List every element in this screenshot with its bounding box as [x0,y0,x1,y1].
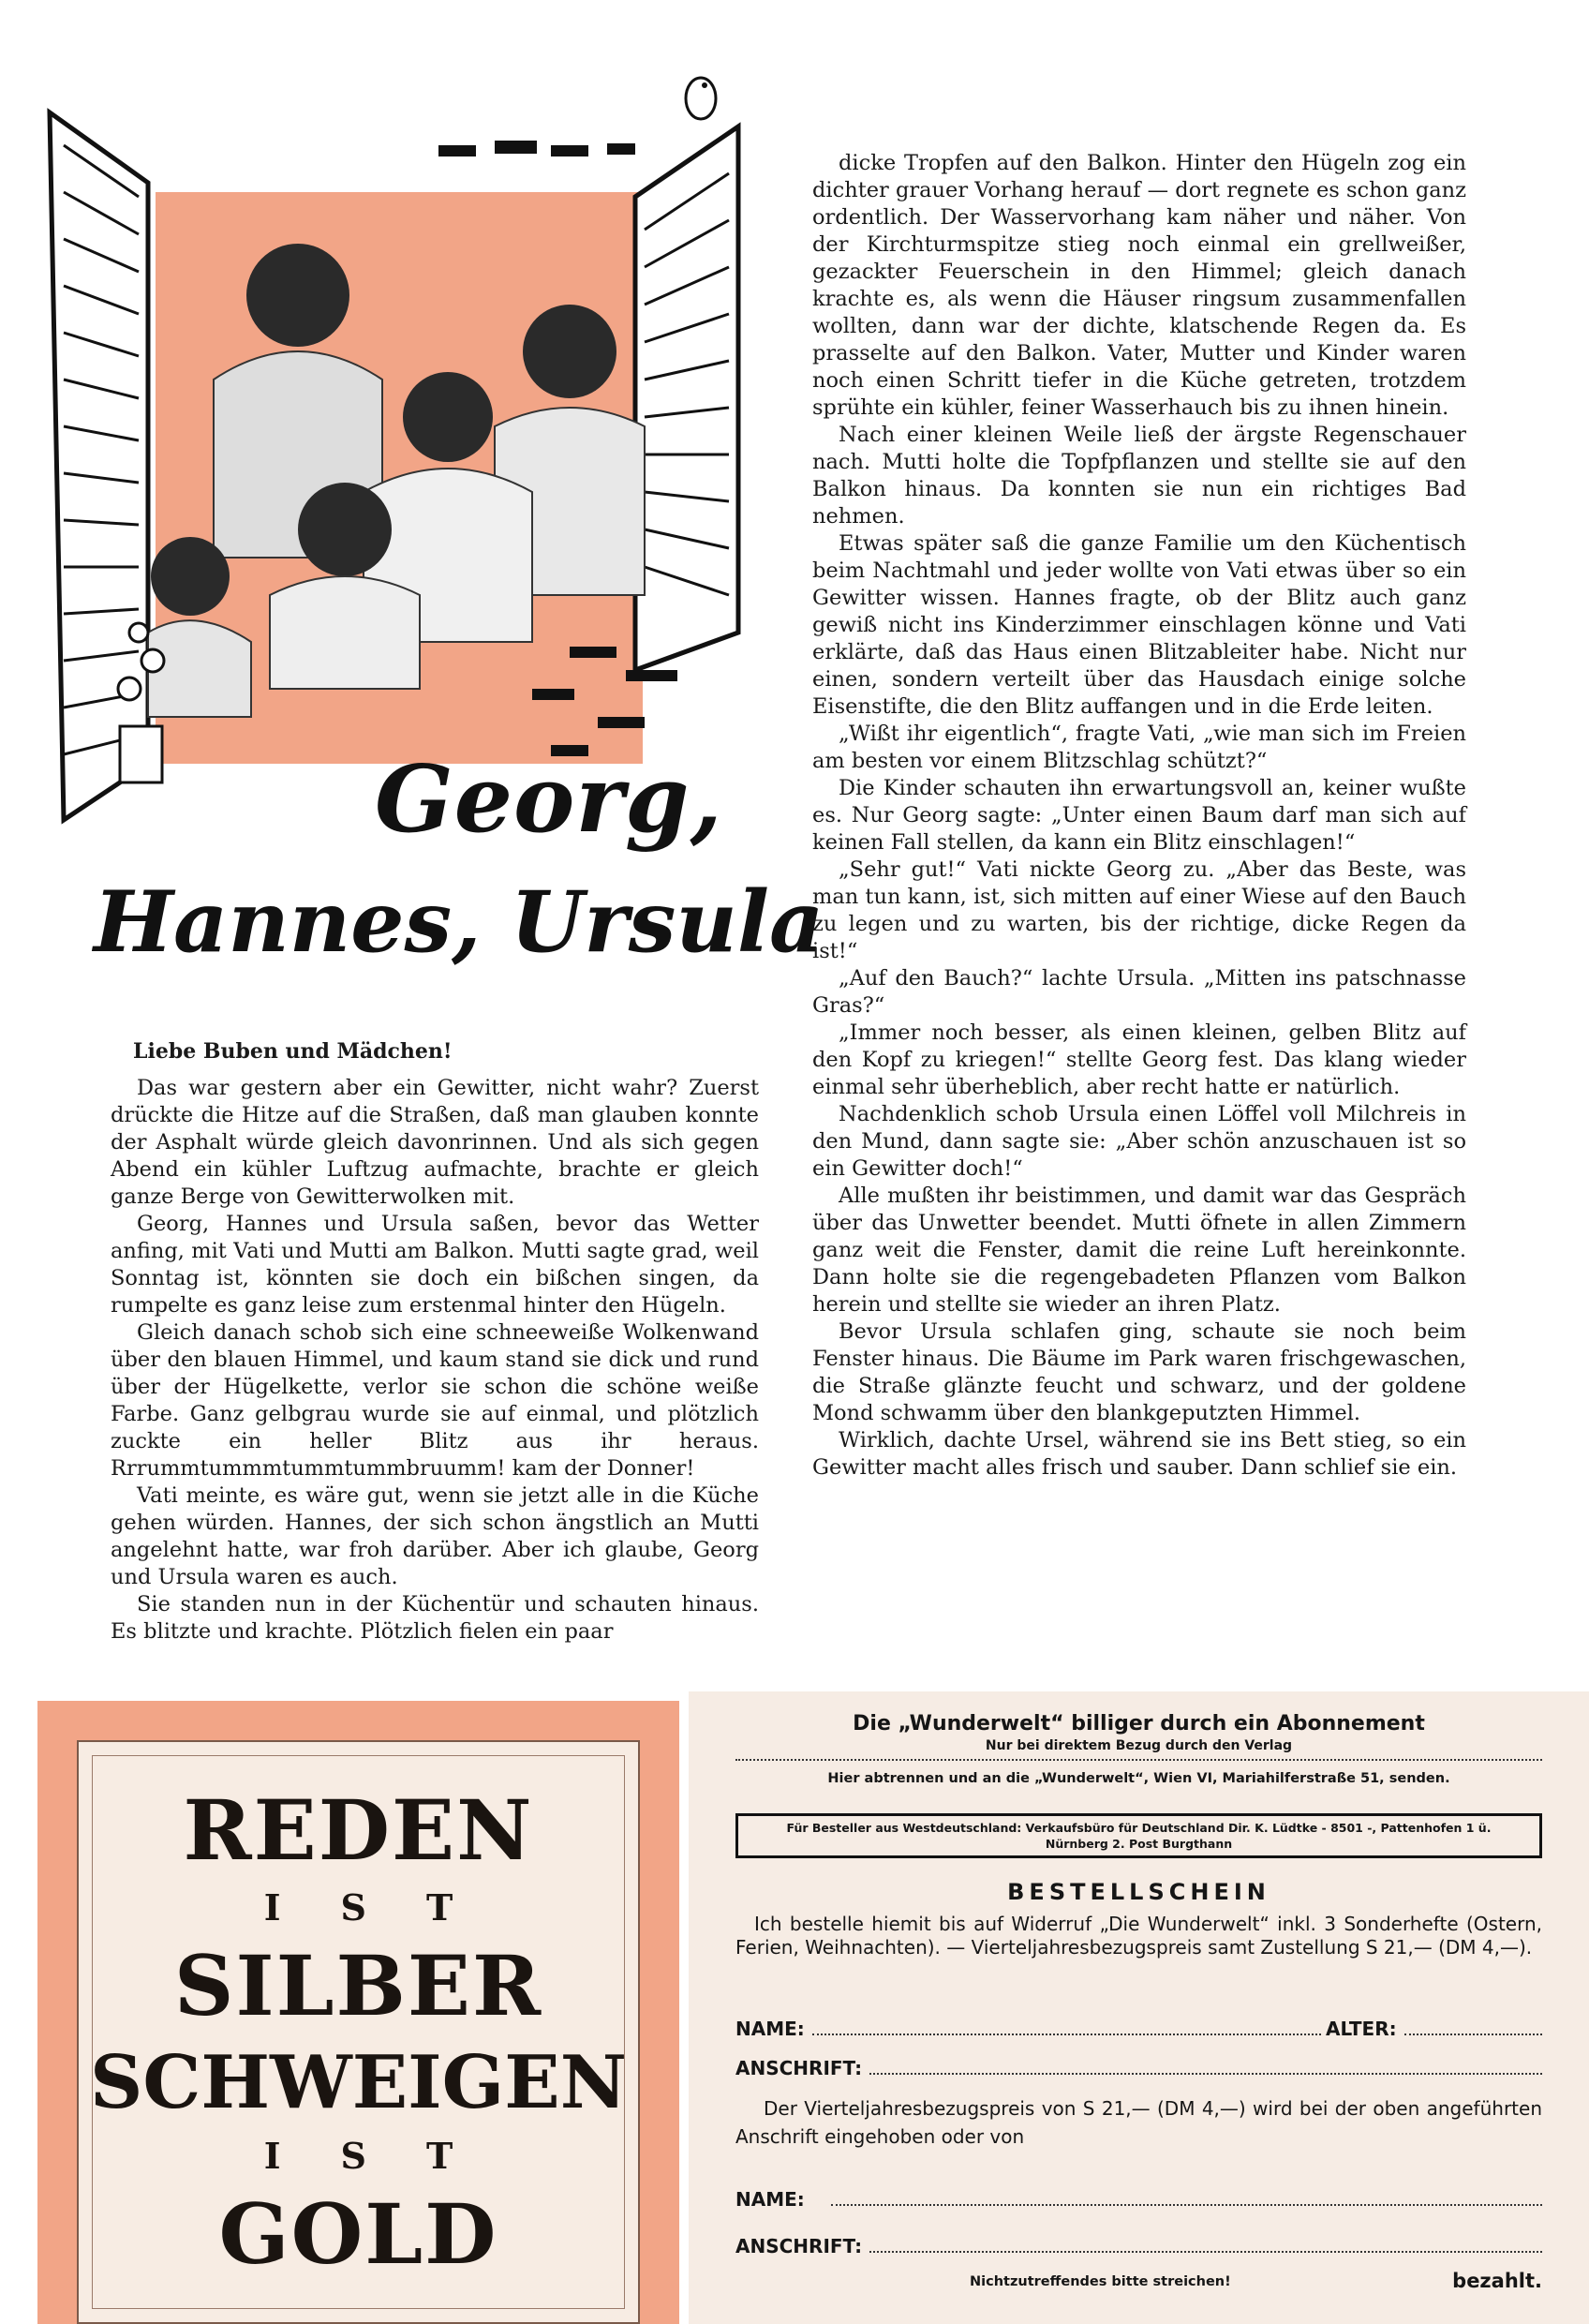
cut-instruction: Hier abtrennen und an die „Wunderwelt“, Wien VI, Mariahilferstraße 51, senden. [827,1771,1450,1786]
paragraph: Etwas später saß die ganze Familie um den Küchentisch beim Nachtmahl und jeder wollte von Vati etwas über so ein Gewitter wissen. Hannes fragte, ob der Blitz auch ganz gewiß nicht ins Kinderzimmer einschlagen könne und Vati erklärte, daß das Haus einen Blitzableiter habe. Nicht nur einen, sondern verteilt über das Hausdach einige solche Eisenstifte, die den Blitz auffangen und in die Erde leiten. [812,531,1466,719]
right-shutter [635,127,738,670]
paragraph: Bevor Ursula schlafen ging, schaute sie noch beim Fenster hinaus. Die Bäume im Park waren frischgewaschen, die Straße glänzte feucht und schwarz, und der goldene Mond schwamm über den blankgeputzten Himmel. [812,1319,1466,1425]
germany-note: Für Besteller aus Westdeutschland: Verkaufsbüro für Deutschland Dir. K. Lüdtke - 8501 -, Pattenhofen 1 ü. Nürnberg 2. Post Burgthann [735,1813,1542,1858]
bird-icon [686,78,716,119]
name-field[interactable] [735,2018,1321,2040]
paragraph: dicke Tropfen auf den Balkon. Hinter den Hügeln zog ein dichter grauer Vorhang herauf — dort regnete es schon ganz ordentlich. Der Wasservorhang kam näher und näher. Von der Kirchturmspitze stieg noch einmal ein grellweißer, gezackter Feuerschein in den Himmel; gleich danach krachte es, als wenn die Häuser ringsum zusammenfallen wollten, dann war der dichte, klatschende Regen da. Es prasselte auf den Balkon. Vater, Mutter und Kinder waren noch einen Schritt tiefer in die Küche getreten, trotzdem sprühte ein kühler, feiner Wasserhauch bis zu ihnen hinein. [812,151,1466,420]
paid-label: bezahlt. [1452,2270,1542,2292]
order-text: Ich bestelle hiemit bis auf Widerruf „Die Wunderwelt“ inkl. 3 Sonderhefte (Ostern, Ferien, Weihnachten). — Vierteljahresbezugspreis samt Zustellung S 21,— (DM 4,—). [735,1913,1542,1959]
address-field[interactable] [735,2057,1542,2079]
paragraph: Die Kinder schauten ihn erwartungsvoll an, keiner wußte es. Nur Georg sagte: „Unter einen Baum darf man sich auf keinen Fall stellen, da kann ein Blitz einschlagen!“ [812,776,1466,855]
story-right-column [812,150,1466,1482]
proverb-frame [77,1740,640,2324]
paragraph: „Auf den Bauch?“ lachte Ursula. „Mitten ins patschnasse Gras?“ [812,966,1466,1018]
order-title: BESTELLSCHEIN [1007,1879,1270,1905]
proverb-silber: SILBER [173,1937,543,2035]
address2-label: ANSCHRIFT: [735,2235,863,2257]
greeting: Liebe Buben und Mädchen! [133,1039,453,1064]
paragraph: Gleich danach schob sich eine schneeweiße Wolkenwand über den blauen Himmel, und kaum stand sie dick und rund über der Hügelkette, verlor sie schon die schöne weiße Farbe. Ganz gelbgrau wurde sie auf einmal, und plötzlich zuckte ein heller Blitz aus ihr heraus. Rrrummtummmtummtummbruumm! kam der Donner! [111,1320,759,1481]
paragraph: Nach einer kleinen Weile ließ der ärgste Regenschauer nach. Mutti holte die Topfpflanzen und stellte sie auf den Balkon hinaus. Da konnten sie nun ein richtiges Bad nehmen. [812,423,1466,529]
proverb-gold: GOLD [218,2184,498,2283]
story-title-line2: Hannes, Ursula [94,872,824,972]
proverb-box [37,1701,679,2324]
family-window-illustration [45,70,776,829]
order-form [689,1691,1589,2324]
paragraph: „Immer noch besser, als einen kleinen, gelben Blitz auf den Kopf zu kriegen!“ stellte Georg fest. Das klang wieder einmal sehr überheblich, aber recht hatte er natürlich. [812,1020,1466,1099]
story-left-column [111,1038,759,1646]
proverb-reden: REDEN [183,1781,534,1880]
paragraph: Alle mußten ihr beistimmen, und damit war das Gespräch über das Unwetter beendet. Mutti öfnete in allen Zimmern ganz weit die Fenster, damit die reine Luft hereinkonnte. Dann holte sie die regengebadeten Pflanzen vom Balkon herein und stellte sie wieder an ihren Platz. [812,1184,1466,1317]
cut-line [735,1759,1542,1761]
paragraph: „Wißt ihr eigentlich“, fragte Vati, „wie man sich im Freien am besten vor einem Blitzschlag schützt?“ [812,722,1466,773]
order-headline: Die „Wunderwelt“ billiger durch ein Abonnement [853,1712,1425,1736]
paragraph: „Sehr gut!“ Vati nickte Georg zu. „Aber das Beste, was man tun kann, ist, sich mitten auf einer Wiese auf den Bauch zu legen und zu warten, bis der richtige, dicke Regen da ist!“ [812,857,1466,963]
payment-text: Der Vierteljahresbezugspreis von S 21,— (DM 4,—) wird bei der oben angeführten Anschrift eingehoben oder von [735,2097,1542,2148]
left-shutter [50,112,148,820]
paragraph: Vati meinte, es wäre gut, wenn sie jetzt alle in die Küche gehen würden. Hannes, der sich schon ängstlich an Mutti angelehnt hatte, war froh darüber. Aber ich glaube, Georg und Ursula waren es auch. [111,1483,759,1589]
story-title-line1: Georg, [375,746,723,854]
proverb-ist-2: IST [263,2134,513,2177]
paragraph: Sie standen nun in der Küchentür und schauten hinaus. Es blitzte und krachte. Plötzlich fielen ein paar [111,1592,759,1644]
address2-field[interactable] [735,2235,1542,2257]
name-label: NAME: [735,2018,805,2040]
proverb-schweigen: SCHWEIGEN [89,2039,627,2125]
strike-note: Nichtzutreffendes bitte streichen! [970,2274,1231,2289]
paragraph: Georg, Hannes und Ursula saßen, bevor das Wetter anfing, mit Vati und Mutti am Balkon. Mutti sagte grad, weil Sonntag ist, könnten sie doch ein bißchen singen, da rumpelte es ganz leise zum erstenmal hinter den Hügeln. [111,1212,759,1318]
proverb-ist-1: IST [263,1886,513,1929]
address-label: ANSCHRIFT: [735,2057,863,2079]
name2-label: NAME: [735,2188,805,2211]
name2-field[interactable] [735,2188,1542,2211]
paragraph: Nachdenklich schob Ursula einen Löffel voll Milchreis in den Mund, dann sagte sie: „Aber schön anzuschauen ist so ein Gewitter doch!“ [812,1102,1466,1181]
age-field[interactable] [1326,2018,1542,2040]
paragraph: Das war gestern aber ein Gewitter, nicht wahr? Zuerst drückte die Hitze auf die Straßen, daß man glauben konnte der Asphalt würde gleich davonrinnen. Und als sich gegen Abend ein kühler Luftzug aufmachte, brachte er gleich ganze Berge von Gewitterwolken mit. [111,1076,759,1209]
age-label: ALTER: [1326,2018,1397,2040]
order-subheadline: Nur bei direktem Bezug durch den Verlag [985,1738,1293,1753]
paragraph: Wirklich, dachte Ursel, während sie ins Bett stieg, so ein Gewitter macht alles frisch und sauber. Dann schlief sie ein. [812,1428,1466,1480]
